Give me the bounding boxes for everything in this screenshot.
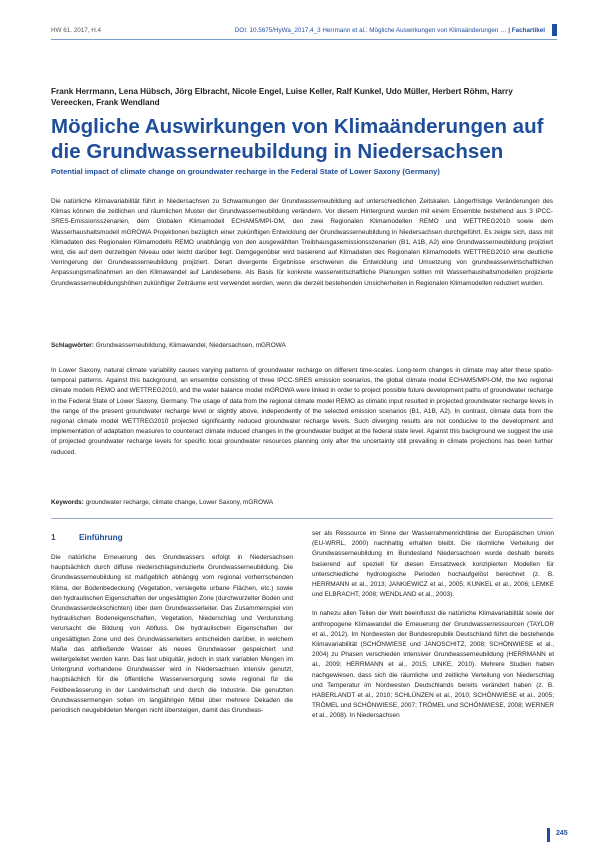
abstract-english: In Lower Saxony, natural climate variability causes varying patterns of groundwater recharge on different time-scales. Long-term changes in climate may alter these spatio-temporal patterns. Against this background, an ensemble consisting of three IPCC-SRES emission scenarios, the global climate model ECHAM5/MPI-OM, the two regional climate models REMO and WETTREG2010, and the water balance model mGROWA were linked in order to project possible future development paths of groundwater recharge in the Federal State of Lower Saxony, Germany. The usage of data from the regional climate model REMO as climatic input resulted in projected groundwater recharge levels in the range of the present groundwater recharge level or slightly above, independently of the selected emission scenarios (B1, A1B, A2). In contrast, climate data from the regional climate model WETTREG2010 projected significantly reduced groundwater recharge levels. Such diverging results are not conducive to the development and implementation of adaptation measures to counteract climate induced changes in the groundwater budget at the federal state level. Against this background we suggest the use of projected groundwater recharge levels for specific local groundwater resources planning only after the uncertainty still prevailing in climate projections has been further reduced.: [51, 367, 553, 456]
keywords-english-label: Keywords:: [51, 499, 84, 506]
section-label: | Fachartikel: [508, 27, 545, 34]
page-number-bar: [547, 828, 550, 842]
page-number: 245: [556, 830, 568, 837]
section-divider: [51, 518, 553, 519]
body-paragraph: In nahezu allen Teilen der Welt beeinflusst die natürliche Klimavariabilität sowie der anthropogene Klimawandel die Erneuerung der Grundwasserressourcen (TAYLOR et al., 2012). Im Nordwesten der Bundesrepublik Deutschland führt die bestehende Klimavariabilität (SCHÖNWIESE und JANOSCHITZ, 2008; SCHÖNWIESE et al., 2004) zu Phasen verschieden intensiver Grundwasserneubildung (HERRMANN et al., 2009; HERRMANN et al., 2015; LINKE, 2010). Mehrere Studien haben nachgewiesen, dass sich die räumliche und zeitliche Verteilung von Niederschlag und Temperatur im Nordwesten Deutschlands bereits verändert haben (z. B. HABERLANDT et al., 2010; SCHLÜNZEN et al., 2010; SCHÖNWIESE et al., 2005; TRÖMEL und SCHÖNWIESE, 2007; TRÖMEL und SCHÖNWIESE, 2008; WERNER et al., 2008). In Niedersachsen: [312, 610, 554, 720]
article-subtitle: Potential impact of climate change on groundwater recharge in the Federal State of Lower Saxony (Germany): [51, 167, 440, 176]
keywords-german-text: Grundwasserneubildung, Klimawandel, Niedersachsen, mGROWA: [95, 342, 286, 349]
body-paragraph: Die natürliche Erneuerung des Grundwassers erfolgt in Niedersachsen hauptsächlich durch diffuse niederschlagsinduzierte Grundwasserneubildung. Die Grundwasserneubildung ist maßgeblich abhängig vom regional vorherrschenden Klima, der Bodenbedeckung (Vegetation, versiegelte urbane Flächen, etc.) sowie den hydraulischen Eigenschaften der ungesättigten Zone (durchwurzelter Boden und Grundwasserdeckschichten) über dem Grundwasserleiter. Das Zusammenspiel von hydraulischen Bodeneigenschaften, Vegetation, Niederschlag und Verdunstung verursacht die Bildung von Abfluss. Die hydraulischen Eigenschaften der ungesättigten Zone und des Grundwasserleiters entscheiden darüber, in welchem Maße das abfließende Wasser als neues Grundwasser gespeichert und weitergeleitet werden kann. Das fast ubiquitär, jedoch in stark variablen Mengen im Untergrund vorhandene Grundwasser wird in Niedersachsen intensiv genutzt, hauptsächlich für die öffentliche Wasserversorgung sowie regional für die Feldbewässerung in der Landwirtschaft und durch die Industrie. Die genutzten Grundwassermengen sollen im langjährigen Mittel über mehrere Dekaden die periodisch neugebildeten Mengen nicht übersteigen, damit das Grundwas-: [51, 554, 293, 715]
section-heading: [51, 533, 293, 546]
keywords-english: [51, 498, 553, 508]
section-number: 1: [51, 533, 56, 542]
header-accent-bar: [552, 24, 557, 36]
keywords-german: [51, 341, 553, 351]
article-title: Mögliche Auswirkungen von Klimaänderungen auf die Grundwasserneubildung in Niedersachsen: [51, 115, 544, 163]
body-column-right: [312, 529, 554, 731]
doi-text: DOI: 10.5675/HyWa_2017,4_3 Herrmann et al.: Mögliche Auswirkungen von Klimaänderungen …: [234, 27, 507, 34]
header-rule: [51, 39, 557, 40]
author-list: Frank Herrmann, Lena Hübsch, Jörg Elbracht, Nicole Engel, Luise Keller, Ralf Kunkel, Udo Müller, Herbert Röhm, Harry Vereecken, Frank Wendland: [51, 87, 513, 107]
doi-citation: [235, 27, 545, 34]
keywords-english-text: groundwater recharge, climate change, Lower Saxony, mGROWA: [85, 499, 274, 506]
body-paragraph: ser als Ressource im Sinne der Wasserrahmenrichtlinie der Europäischen Union (EU-WRRL, 2000) nachhaltig erhalten bleibt. Die räumliche Verteilung der Grundwasserneubildung im Bundesland Niedersachsen wurde deshalb bereits basierend auf speziell für diesen Einsatzweck konzipierten Modellen für unterschiedliche hydrologische Perioden hochaufgelöst berechnet (z. B. HERRMANN et al., 2013; JANKIEWICZ et al., 2005; KUNKEL et al., 2006; LEMKE und ELBRACHT, 2008; WENDLAND et al., 2003).: [312, 530, 554, 599]
section-title: Einführung: [79, 533, 123, 542]
journal-issue: HW 61. 2017, H.4: [51, 27, 102, 34]
abstract-german: Die natürliche Klimavariabilität führt in Niedersachsen zu Schwankungen der Grundwasserneubildung auf unterschiedlichen Zeitskalen. Längerfristige Veränderungen des Klimas können die zeitlichen und räumlichen Muster der Grundwasserneubildung verändern. Vor diesem Hintergrund wurden mit einem Ensemble bestehend aus 3 IPCC-SRES-Emissionsszenarien, dem Globalen Klimamodell ECHAM5/MPI-OM, den zwei Regionalen Klimamodellen REMO und WETTREG2010 sowie dem Wasserhaushaltsmodell mGROWA Projektionen bezüglich einer zukünftigen Entwicklung der Grundwasserneubildung in Niedersachsen durchgeführt. Es zeigte sich, dass mit Klimadaten des Regionalen Klimamodells REMO unabhängig von den ausgewählten Treibhausgasemissionsszenarien (B1, A1B, A2) eine Grundwasserneubildung projiziert wird, die auf dem derzeitigen Niveau oder leicht darüber liegt. Demgegenüber wird basierend auf Klimadaten des Regionalen Klimamodells WETTREG2010 eine deutliche Verringerung der Grundwasserneubildung projiziert. Derart divergente Ergebnisse erschweren die Entwicklung und Umsetzung von grundwasserwirtschaftlichen Anpassungsmaßnahmen an den Klimawandel auf Landesebene. Als Basis für konkrete wasserwirtschaftliche Planungen sollten mit Wasserhaushaltsmodellen projizierte Grundwasserneubildungshöhen zukünftiger Zeiträume erst verwendet werden, wenn die derzeit bestehenden Unsicherheiten in Regionalen Klimamodellen reduziert wurden.: [51, 198, 553, 287]
running-header: [51, 24, 557, 38]
body-column-left: [51, 533, 293, 725]
keywords-german-label: Schlagwörter:: [51, 342, 94, 349]
